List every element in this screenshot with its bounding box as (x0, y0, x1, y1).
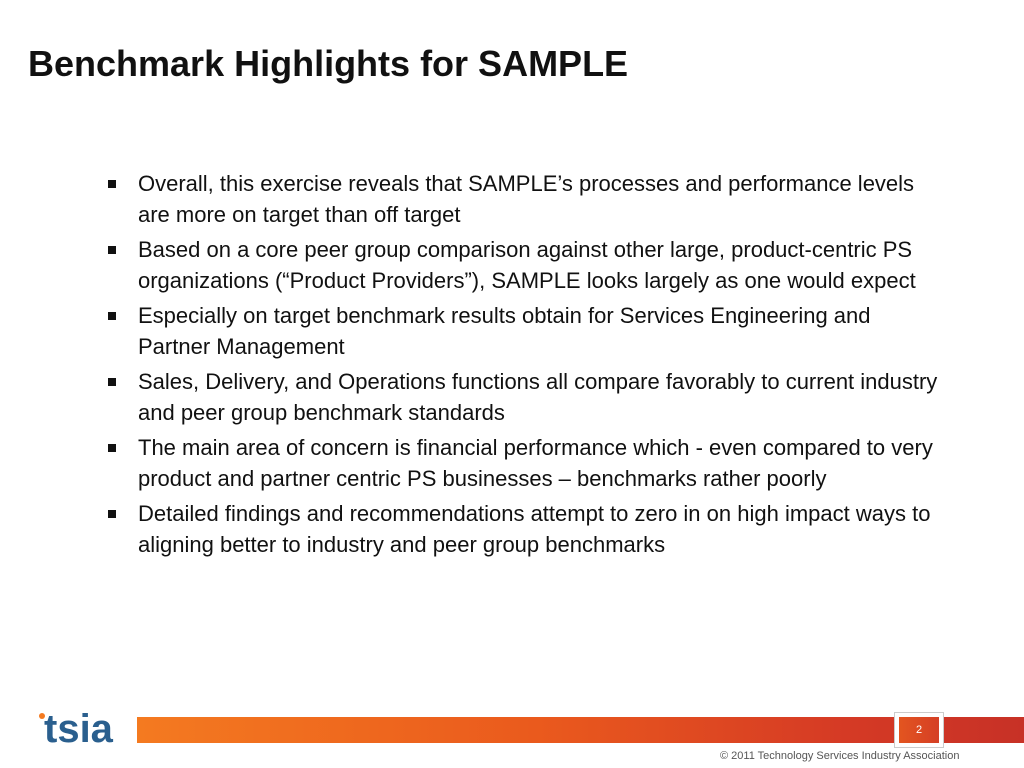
square-bullet-icon (108, 444, 116, 452)
bullet-text: Sales, Delivery, and Operations functions all compare favorably to current industry and peer group benchmark standards (138, 369, 938, 425)
bullet-item (108, 234, 948, 296)
slide-title: Benchmark Highlights for SAMPLE (28, 43, 629, 84)
square-bullet-icon (108, 312, 116, 320)
square-bullet-icon (108, 378, 116, 386)
tsia-logo (30, 704, 140, 750)
bullet-list (108, 168, 948, 564)
bullet-text: The main area of concern is financial performance which - even compared to very product and partner centric PS businesses – benchmarks rather poorly (138, 435, 933, 491)
tsia-logo-icon (30, 704, 140, 750)
copyright-text: © 2011 Technology Services Industry Association (720, 750, 960, 762)
bullet-text: Overall, this exercise reveals that SAMPLE’s processes and performance levels are more on target than off target (138, 171, 915, 227)
logo-wordmark: tsia (44, 707, 113, 750)
bullet-item (108, 300, 948, 362)
bullet-text: Detailed findings and recommendations attempt to zero in on high impact ways to aligning better to industry and peer group benchmarks (138, 501, 931, 557)
page-number: 2 (899, 717, 939, 743)
bullet-item (108, 366, 948, 428)
square-bullet-icon (108, 246, 116, 254)
square-bullet-icon (108, 180, 116, 188)
footer-bar (137, 717, 1024, 743)
page-number-box (894, 712, 944, 748)
bullet-item (108, 432, 948, 494)
square-bullet-icon (108, 510, 116, 518)
bullet-item (108, 168, 948, 230)
bullet-text: Especially on target benchmark results obtain for Services Engineering and Partner Management (138, 303, 871, 359)
bullet-text: Based on a core peer group comparison against other large, product-centric PS organizations (“Product Providers”), SAMPLE looks largely as one would expect (138, 237, 916, 293)
bullet-item (108, 498, 948, 560)
